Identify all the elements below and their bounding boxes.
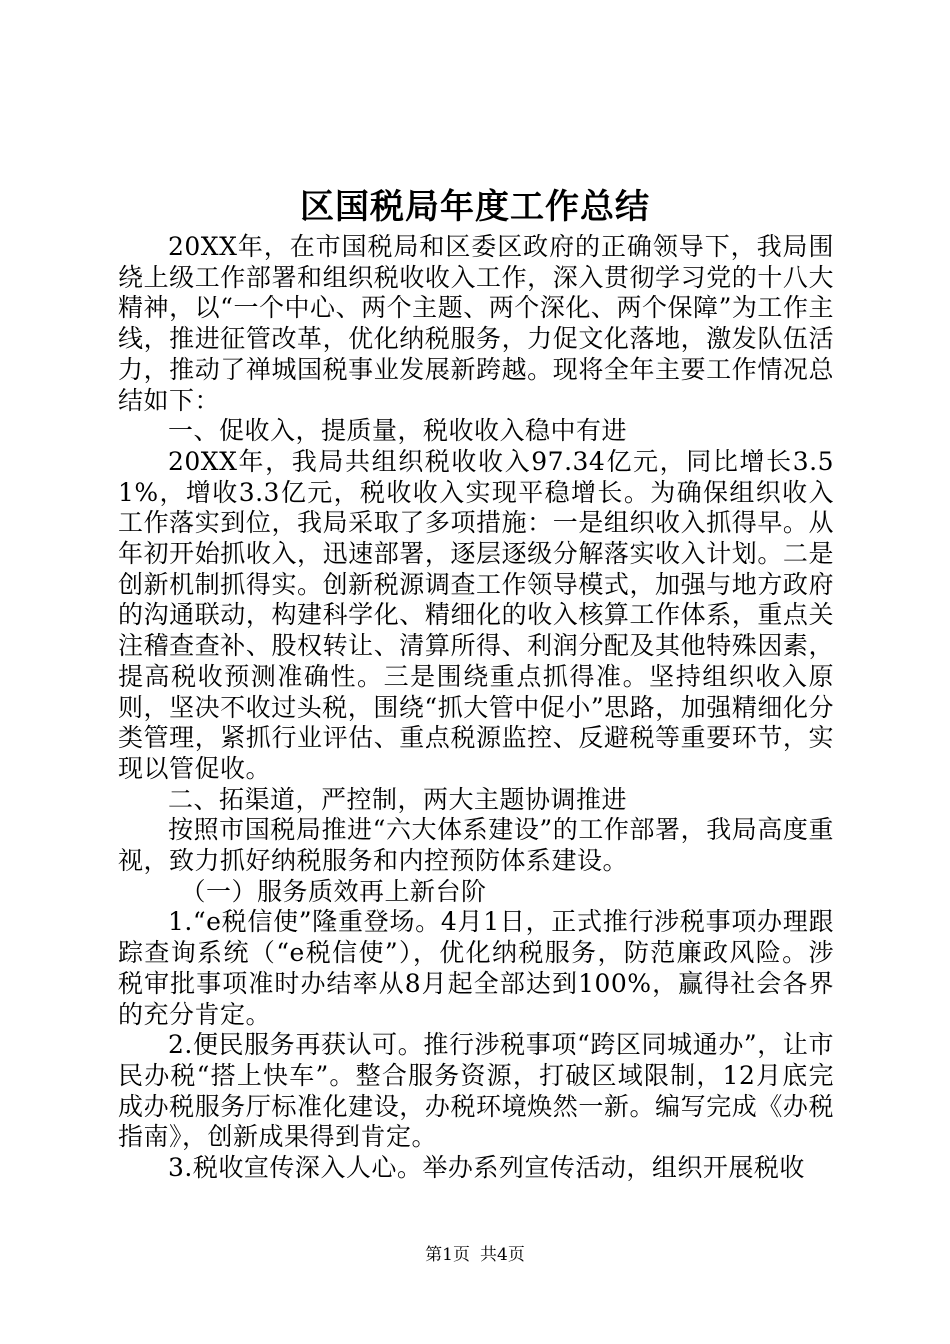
document-title: 区国税局年度工作总结 [300, 187, 650, 227]
paragraph-six-systems: 按照市国税局推进“六大体系建设”的工作部署，我局高度重视，致力抓好纳税服务和内控预防体系建设。 [118, 815, 834, 876]
paragraph-publicity: 3.税收宣传深入人心。举办系列宣传活动，组织开展税收 [168, 1153, 805, 1183]
section-heading-2: 二、拓渠道，严控制，两大主题协调推进 [168, 784, 628, 814]
document-body [118, 232, 834, 1184]
paragraph-convenience: 2.便民服务再获认可。推行涉税事项“跨区同城通办”，让市民办税“搭上快车”。整合服务资源，打破区域限制，12月底完成办税服务厅标准化建设，办税环境焕然一新。编写完成《办税指南》，创新成果得到肯定。 [118, 1030, 834, 1152]
page-footer [0, 1243, 950, 1267]
paragraph-intro: 20XX年，在市国税局和区委区政府的正确领导下，我局围绕上级工作部署和组织税收收入工作，深入贯彻学习党的十八大精神，以“一个中心、两个主题、两个深化、两个保障”为工作主线，推进征管改革，优化纳税服务，力促文化落地，激发队伍活力，推动了禅城国税事业发展新跨越。现将全年主要工作情况总结如下： [118, 232, 834, 415]
page-total: 共4页 [480, 1245, 525, 1265]
page-number: 第1页 [425, 1245, 470, 1265]
subsection-heading-1: （一）服务质效再上新台阶 [180, 876, 487, 906]
section-heading-1: 一、促收入，提质量，税收收入稳中有进 [168, 416, 628, 446]
paragraph-revenue: 20XX年，我局共组织税收收入97.34亿元，同比增长3.51%，增收3.3亿元，税收收入实现平稳增长。为确保组织收入工作落实到位，我局采取了多项措施：一是组织收入抓得早。从年初开始抓收入，迅速部署，逐层逐级分解落实收入计划。二是创新机制抓得实。创新税源调查工作领导模式，加强与地方政府的沟通联动，构建科学化、精细化的收入核算工作体系，重点关注稽查查补、股权转让、清算所得、利润分配及其他特殊因素，提高税收预测准确性。三是围绕重点抓得准。坚持组织收入原则，坚决不收过头税，围绕“抓大管中促小”思路，加强精细化分类管理，紧抓行业评估、重点税源监控、反避税等重要环节，实现以管促收。 [118, 446, 834, 783]
paragraph-e-tax-messenger: 1.“e税信使”隆重登场。4月1日，正式推行涉税事项办理跟踪查询系统（“e税信使”），优化纳税服务，防范廉政风险。涉税审批事项准时办结率从8月起全部达到100%，赢得社会各界的充分肯定。 [118, 907, 834, 1029]
